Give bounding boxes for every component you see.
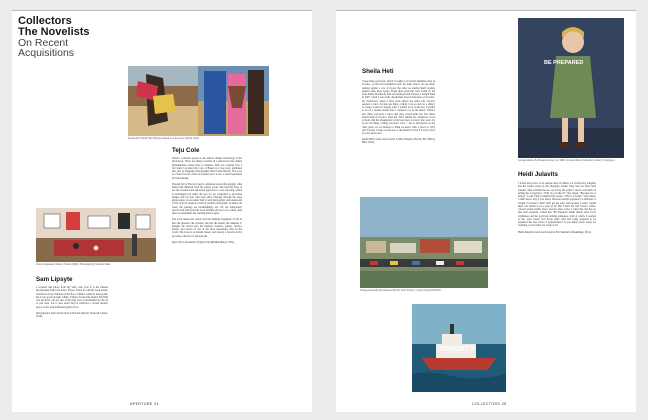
teju-paragraph: There's a pleasure proper to the almost antique technology of the photobook. There are things possible in a photobook that digital dissemination cannot hope to emulate. That was certainly how I felt when I received my copy of Based on a true story, published this year by Magnum photographer David Alan Harvey. The book is a visual record of Rio de Janeiro but it is also a bold experiment in book making. (172, 157, 242, 180)
section-title: Collectors (18, 15, 72, 27)
top-rule (336, 10, 636, 11)
caption-beach-photo: Spread from David Hare Harvey's based on a true story (Roma, 2012). (128, 138, 200, 140)
beach-photo (128, 66, 269, 136)
folio-page-number: 24 (154, 402, 159, 406)
caption-poster: George Adams, Be Prepared poster, ca. 1969. Courtesy Robert Collection, Library of Congress (518, 160, 615, 162)
section-subtitle: On Recent Acquisitions (18, 37, 75, 59)
teju-paragraph: Though full of Harvey's justly celebrated street photography, what makes this different from his earlier books, like Divided Soul, is not the fractured and emotional approach to color shooting, which is unchanged, but rather the way we are compelled to encounter images side by side with each other. Flipping through the large matte pages, we encounter half of each photograph, and understand it first of all in relation to half of another photograph. In almost all cases, the pairings are breathtakingly apt. We can temporarily detach each print from the loose binding and see it as a whole. And then we reassemble the startling halves again. (172, 182, 242, 215)
heidi-bio: Heidi Julavits's most recent novel is The Vanishers (Doubleday, 2012). (518, 230, 592, 234)
heading-sam-lipsyte: Sam Lipsyte (36, 276, 73, 283)
caption-postcards: Vintage postcards hot stamped with the word Toronto, by artist Sandy Plotnikoff (360, 290, 441, 292)
sam-bio: Sam Lipsyte's most recent novel is The Ask (Farrar, Straus & Giroux, 2010). (36, 311, 108, 318)
sam-paragraph: I acquired this photo from my wife, who took it at the famous photography festival in Arles, France. That's us with my back turned, and those are my children on the floor. I think I wanted a better print, but it was good enough, I think. It kind of looks like maybe Jeff Wall was involved. I'm not sure if the kids were overwhelmed by the art or just tired, but it does seem they've achieved a certain dreamy peace on the well-trafficked gallery floor. (36, 286, 108, 309)
sheila-heti-text (362, 80, 435, 148)
heidi-julavits-text (518, 182, 596, 237)
gallery-room-photo (36, 208, 156, 262)
poster-text: BE PREPARED (544, 60, 584, 66)
folio-label-text: COLLECTORS (472, 402, 501, 406)
folio-label (130, 402, 159, 406)
top-rule (12, 10, 312, 11)
caption-room-photo: View at Saguenay Hamlet, Ontario (1952). Photograph by Carleton Watts (36, 264, 111, 266)
section-title-novelists: The Novelists (18, 26, 90, 38)
sheila-paragraph: I keep these postcards, which I bought at an artists' multiples shop in Toronto, on the tall bookshelves near my desk. One is on one shelf, leaning against a row of books; the other on another shelf, leaning against some more books. These three postcards were found by the artist Sandy Plotnikoff, then left stamped with Toronto. I bought them in 2007, when I was really dissatisfied about living here, in Toronto, my hometown, where I have been almost my entire life. Toronto seemed to me to be just one thing, a thing I was so sick of, a thing I no longer wanted to engage with. I wanted to be on the sea. I wanted to be on a double-decker bus! I wanted to be in the desert. When I saw these postcards, I knew that they would make me feel better about being in Toronto. They did. They remind me, whenever I look at them, that the imagination is the best place to travel; that your city is not one thing; a thing you know well — but as mysterious as any other place, it's an illusion to think we know what a place is. Why isn't Toronto a barge on the sea, or the Rainbow? Don't it every place in every place else. (362, 80, 435, 135)
toronto-postcard-aerial (360, 197, 488, 288)
folio-label (472, 402, 507, 406)
teju-bio: Teju Cole is the author of Open City (Random House, 2011). (172, 240, 235, 244)
folio-label-text: APERTURE (130, 402, 153, 406)
folio-page-number: 25 (501, 402, 507, 406)
be-prepared-poster (518, 18, 624, 158)
teju-paragraph: The book makes the viewer feel the multiple fragments of life in Rio: the pleasure, the violence, the sun, the deaths, the darkness. It plunges the viewer into the markets, beaches, parties, favelas, homes, and streets of one of the most interesting cities in the world. The book is an instant classic, and already a favorite in my growing collection of photobooks. (172, 218, 242, 238)
postcard-text: TORONTO (438, 346, 475, 353)
sheila-bio: Sheila Heti's most recent novel is How Should a Person Be? (Henry Holt, 2012). (362, 138, 435, 145)
heidi-paragraph: I found this poster at an antique shop in Maine. I'd strolled my daughter and her friend along on my shopping errand. They had not fully been amused. They watched me see, set in hay the poster. I tried to sell them on selling me as buying it. "Why do you like it?" they asked. "Because it's so funny?" I said. They scrutinized the poster. "Why is it funny?" they asked. I didn't know why it was funny. Because teenage pregnancy is hilarious? I bought it because I didn't fully get the joke, and because I wasn't certain there was meant to be a joke at all. But I liked the Girl Scout's coffee-colored patent-leather shoes and her knee socks. I liked that she has no idea she's pregnant. I liked that "Be Prepared" might simply refer to her stylishness and her psychotic smiling gameness, both of which, it seemed to me, were classic Girl Scout traits. And isn't being prepared to be surprised the best form of preparedness? If you think you're ready for anything, you're really not ready at all. (518, 182, 596, 228)
sam-lipsyte-text (36, 286, 108, 321)
left-page (12, 10, 312, 412)
right-page (336, 10, 636, 412)
toronto-postcard-ship (412, 304, 506, 392)
heading-sheila-heti: Sheila Heti (362, 68, 394, 75)
heading-teju-cole: Teju Cole (172, 147, 200, 154)
teju-cole-text (172, 157, 242, 247)
heading-heidi-julavits: Heidi Julavits (518, 171, 558, 178)
